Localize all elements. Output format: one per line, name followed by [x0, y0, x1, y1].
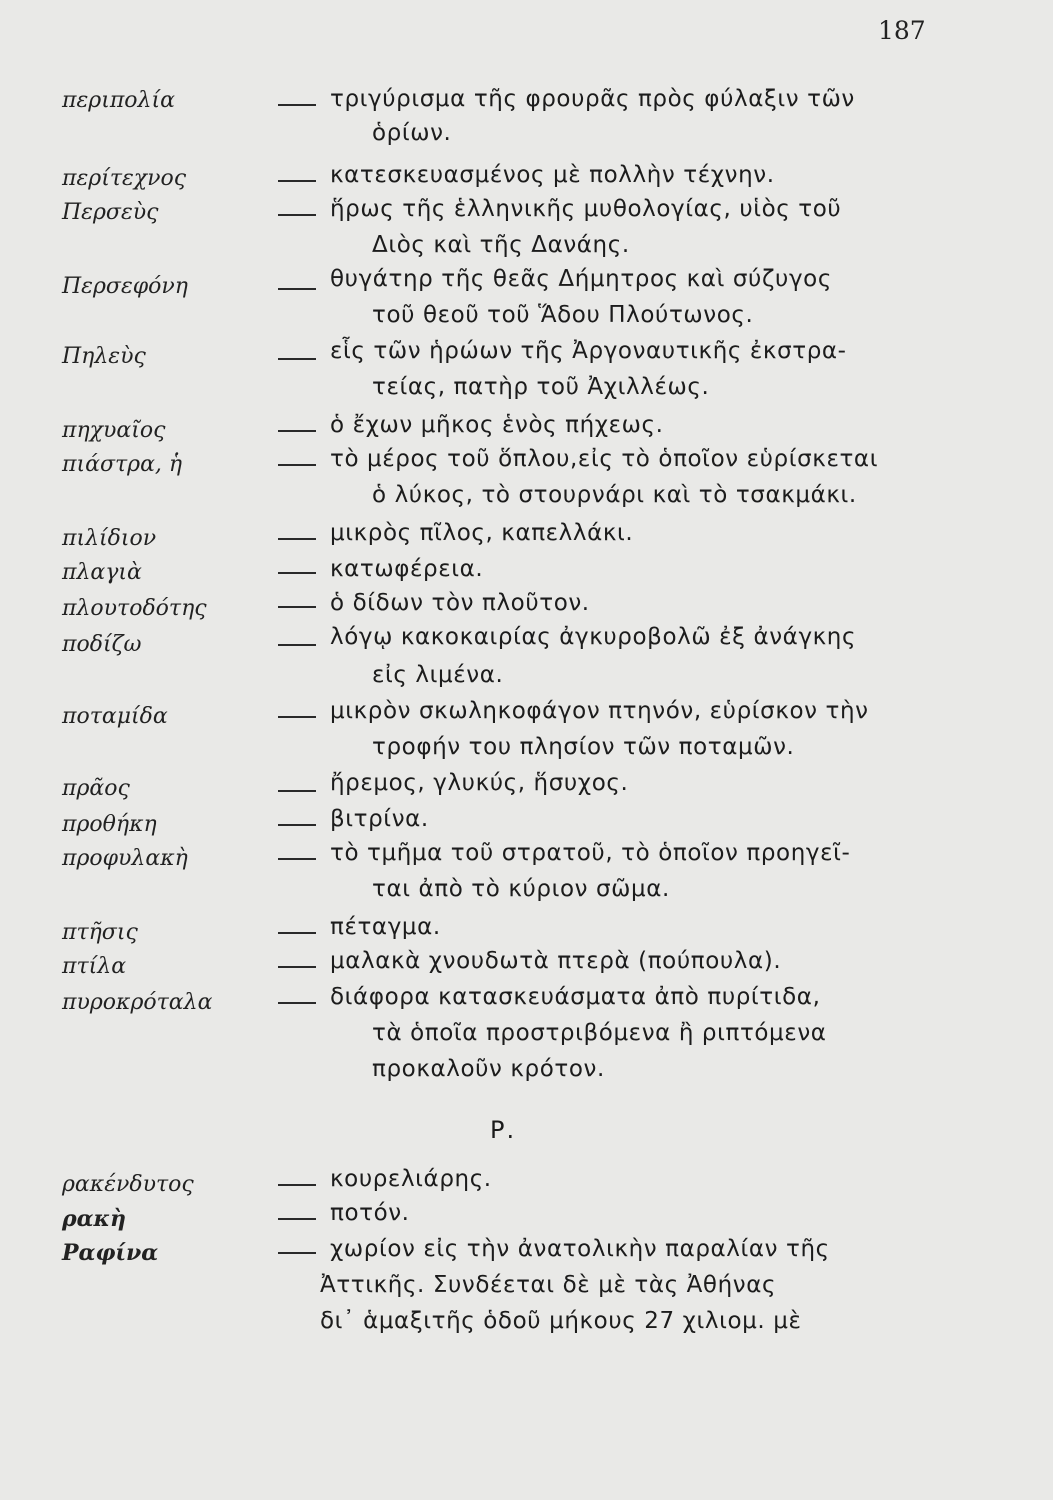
entry-dash [278, 1252, 316, 1254]
entry-dash [278, 214, 316, 216]
entry-definition-line: ται ἀπὸ τὸ κύριον σῶμα. [372, 876, 670, 902]
entry-definition-line: ποτόν. [330, 1200, 410, 1226]
entry-term: προφυλακὴ [62, 846, 188, 871]
entry-definition-line: τὸ τμῆμα τοῦ στρατοῦ, τὸ ὁποῖον προηγεῖ- [330, 840, 851, 866]
entry-term: ποδίζω [62, 632, 142, 657]
entry-definition-line: δι᾿ ἁμαξιτῆς ὁδοῦ μήκους 27 χιλιομ. μὲ [320, 1308, 802, 1334]
entry-dash [278, 572, 316, 574]
entry-definition-line: λόγῳ κακοκαιρίας ἀγκυροβολῶ ἐξ ἀνάγκης [330, 624, 857, 650]
entry-definition-line: τὸ μέρος τοῦ ὅπλου,εἰς τὸ ὁποῖον εὑρίσκεται [330, 446, 879, 472]
entry-dash [278, 790, 316, 792]
entry-definition-line: τριγύρισμα τῆς φρουρᾶς πρὸς φύλαξιν τῶν [330, 86, 855, 112]
entry-definition-line: ὁ ἔχων μῆκος ἑνὸς πήχεως. [330, 412, 664, 438]
entry-dash [278, 104, 316, 106]
entry-term: πλουτοδότης [62, 596, 207, 621]
entry-definition-line: εἰς λιμένα. [372, 662, 504, 688]
entry-dash [278, 430, 316, 432]
entry-term: πυροκρόταλα [62, 990, 213, 1015]
entry-dash [278, 966, 316, 968]
entry-definition-line: τοῦ θεοῦ τοῦ Ἅδου Πλούτωνος. [372, 302, 754, 328]
entry-term: πηχυαῖος [62, 418, 166, 443]
entry-dash [278, 180, 316, 182]
entry-definition-line: πέταγμα. [330, 914, 441, 940]
entry-definition-line: κατεσκευασμένος μὲ πολλὴν τέχνην. [330, 162, 775, 188]
entry-term: πιλίδιον [62, 526, 157, 551]
entry-term: ποταμίδα [62, 704, 168, 729]
entry-dash [278, 644, 316, 646]
entry-definition-line: ὁ δίδων τὸν πλοῦτον. [330, 590, 590, 616]
entry-definition-line: προκαλοῦν κρότον. [372, 1056, 605, 1082]
entry-definition-line: κατωφέρεια. [330, 556, 484, 582]
page-number: 187 [878, 16, 926, 45]
entry-term: πρᾶος [62, 776, 130, 801]
section-heading: Ρ. [490, 1116, 517, 1144]
entry-definition-line: κουρελιάρης. [330, 1166, 492, 1192]
entry-term: Περσεὺς [62, 200, 159, 225]
entry-term: προθήκη [62, 812, 157, 837]
entry-term: πτῆσις [62, 920, 138, 945]
entry-term: περιπολία [62, 88, 175, 113]
entry-term: Ραφίνα [62, 1240, 159, 1266]
entry-term: πλαγιὰ [62, 560, 142, 585]
entry-dash [278, 606, 316, 608]
entry-term: πτίλα [62, 954, 127, 979]
entry-definition-line: Διὸς καὶ τῆς Δανάης. [372, 232, 630, 258]
entry-dash [278, 464, 316, 466]
entry-dash [278, 1218, 316, 1220]
entry-dash [278, 824, 316, 826]
entry-definition-line: τείας, πατὴρ τοῦ Ἀχιλλέως. [372, 374, 710, 400]
entry-definition-line: τὰ ὁποῖα προστριβόμενα ἢ ριπτόμενα [372, 1020, 827, 1046]
entry-definition-line: τροφήν του πλησίον τῶν ποταμῶν. [372, 734, 795, 760]
entry-definition-line: μαλακὰ χνουδωτὰ πτερὰ (πούπουλα). [330, 948, 782, 974]
entry-dash [278, 858, 316, 860]
entry-definition-line: διάφορα κατασκευάσματα ἀπὸ πυρίτιδα, [330, 984, 821, 1010]
entry-definition-line: ὁρίων. [372, 120, 452, 146]
entry-definition-line: ἥρως τῆς ἑλληνικῆς μυθολογίας, υἱὸς τοῦ [330, 196, 842, 222]
entry-definition-line: θυγάτηρ τῆς θεᾶς Δήμητρος καὶ σύζυγος [330, 266, 832, 292]
entry-dash [278, 358, 316, 360]
entry-term: Περσεφόνη [62, 274, 188, 299]
entry-dash [278, 932, 316, 934]
entry-dash [278, 538, 316, 540]
entry-dash [278, 1002, 316, 1004]
entry-definition-line: βιτρίνα. [330, 806, 429, 832]
entry-dash [278, 1184, 316, 1186]
entry-term: περίτεχνος [62, 166, 187, 191]
entry-definition-line: χωρίον εἰς τὴν ἀνατολικὴν παραλίαν τῆς [330, 1236, 830, 1262]
entry-definition-line: εἷς τῶν ἡρώων τῆς Ἀργοναυτικῆς ἐκστρα- [330, 338, 847, 364]
entry-term: ρακὴ [62, 1206, 127, 1232]
entry-term: πιάστρα, ἡ [62, 452, 183, 477]
entry-definition-line: μικρὸς πῖλος, καπελλάκι. [330, 520, 634, 546]
entry-definition-line: ὁ λύκος, τὸ στουρνάρι καὶ τὸ τσακμάκι. [372, 482, 857, 508]
entry-definition-line: Ἀττικῆς. Συνδέεται δὲ μὲ τὰς Ἀθήνας [320, 1272, 777, 1298]
entry-dash [278, 288, 316, 290]
entry-definition-line: ἤρεμος, γλυκύς, ἥσυχος. [330, 770, 629, 796]
entry-term: Πηλεὺς [62, 344, 146, 369]
entry-term: ρακένδυτος [62, 1172, 194, 1197]
entry-definition-line: μικρὸν σκωληκοφάγον πτηνόν, εὑρίσκον τὴν [330, 698, 869, 724]
entry-dash [278, 716, 316, 718]
